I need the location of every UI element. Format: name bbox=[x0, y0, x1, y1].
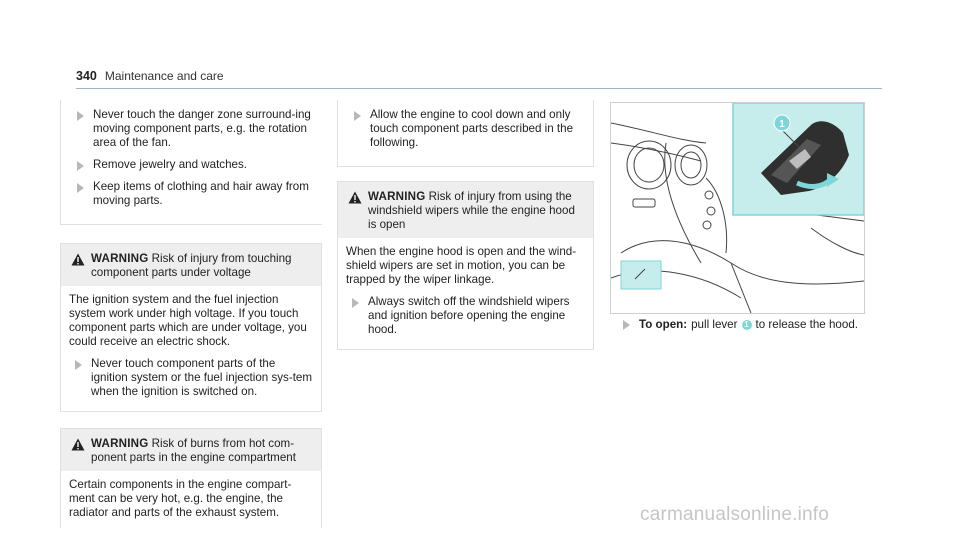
warning-body bbox=[338, 238, 593, 349]
section-title: Maintenance and care bbox=[104, 69, 224, 83]
header-rule bbox=[76, 88, 882, 89]
page-header bbox=[76, 69, 224, 83]
warning-label: WARNING bbox=[91, 252, 149, 265]
list-item: Keep items of clothing and hair away from moving parts. bbox=[67, 180, 314, 208]
bullet-arrow-icon bbox=[623, 320, 630, 330]
bullet-arrow-icon bbox=[77, 183, 84, 193]
bullet-arrow-icon bbox=[354, 111, 361, 121]
warning-text: When the engine hood is open and the wind-shield wipers are set in motion, you can be trapped by the wiper linkage. bbox=[346, 245, 577, 286]
list-item: Remove jewelry and watches. bbox=[67, 158, 314, 172]
warning-label: WARNING bbox=[91, 437, 149, 450]
callout-1-icon: 1 bbox=[742, 320, 752, 330]
warning-text: The ignition system and the fuel injection system work under high voltage. If you touch component parts which are under voltage, you could receive an electric shock. bbox=[69, 293, 307, 348]
column-middle bbox=[337, 100, 594, 350]
callout-number: 1 bbox=[779, 119, 785, 130]
list-item: Allow the engine to cool down and only touch component parts described in the following. bbox=[344, 108, 585, 150]
warning-title: Risk of injury from touching component parts under voltage bbox=[91, 252, 292, 279]
caption-text-post: to release the hood. bbox=[755, 318, 858, 331]
page-number: 340 bbox=[76, 69, 97, 83]
column-left bbox=[60, 100, 322, 528]
caption-bold: To open: bbox=[639, 318, 688, 331]
warning-triangle-icon bbox=[348, 191, 362, 204]
bullet-arrow-icon bbox=[77, 111, 84, 121]
bullet-arrow-icon bbox=[352, 298, 359, 308]
cooldown-bullet bbox=[337, 100, 594, 167]
watermark: carmanualsonline.info bbox=[640, 504, 830, 525]
warning-box-voltage bbox=[60, 243, 322, 412]
warning-triangle-icon bbox=[71, 438, 85, 451]
warning-body bbox=[61, 286, 321, 411]
bullet-arrow-icon bbox=[77, 161, 84, 171]
warning-header bbox=[61, 244, 321, 286]
warning-triangle-icon bbox=[71, 253, 85, 266]
safety-bullet-list bbox=[60, 100, 322, 225]
figure-caption bbox=[623, 318, 858, 332]
warning-header bbox=[61, 429, 321, 471]
warning-box-wipers bbox=[337, 181, 594, 350]
car-interior-drawing bbox=[611, 103, 864, 313]
warning-title: Risk of burns from hot com-ponent parts in the engine compartment bbox=[91, 437, 296, 464]
warning-header bbox=[338, 182, 593, 238]
warning-box-burns bbox=[60, 428, 322, 528]
warning-label: WARNING bbox=[368, 190, 426, 203]
hood-release-illustration bbox=[610, 102, 865, 314]
list-item: Never touch the danger zone surround-ing moving component parts, e.g. the rotation area of the fan. bbox=[67, 108, 314, 150]
list-item: Always switch off the windshield wipers and ignition before opening the engine hood. bbox=[346, 295, 585, 337]
caption-text-pre: pull lever bbox=[691, 318, 738, 331]
warning-title: Risk of injury from using the windshield wipers while the engine hood is open bbox=[368, 190, 575, 231]
warning-body bbox=[61, 471, 321, 528]
bullet-arrow-icon bbox=[75, 360, 82, 370]
warning-text: Certain components in the engine compart-ment can be very hot, e.g. the engine, the radiator and parts of the exhaust system. bbox=[69, 478, 292, 519]
list-item: Never touch component parts of the ignition system or the fuel injection sys-tem when the ignition is switched on. bbox=[69, 357, 313, 399]
